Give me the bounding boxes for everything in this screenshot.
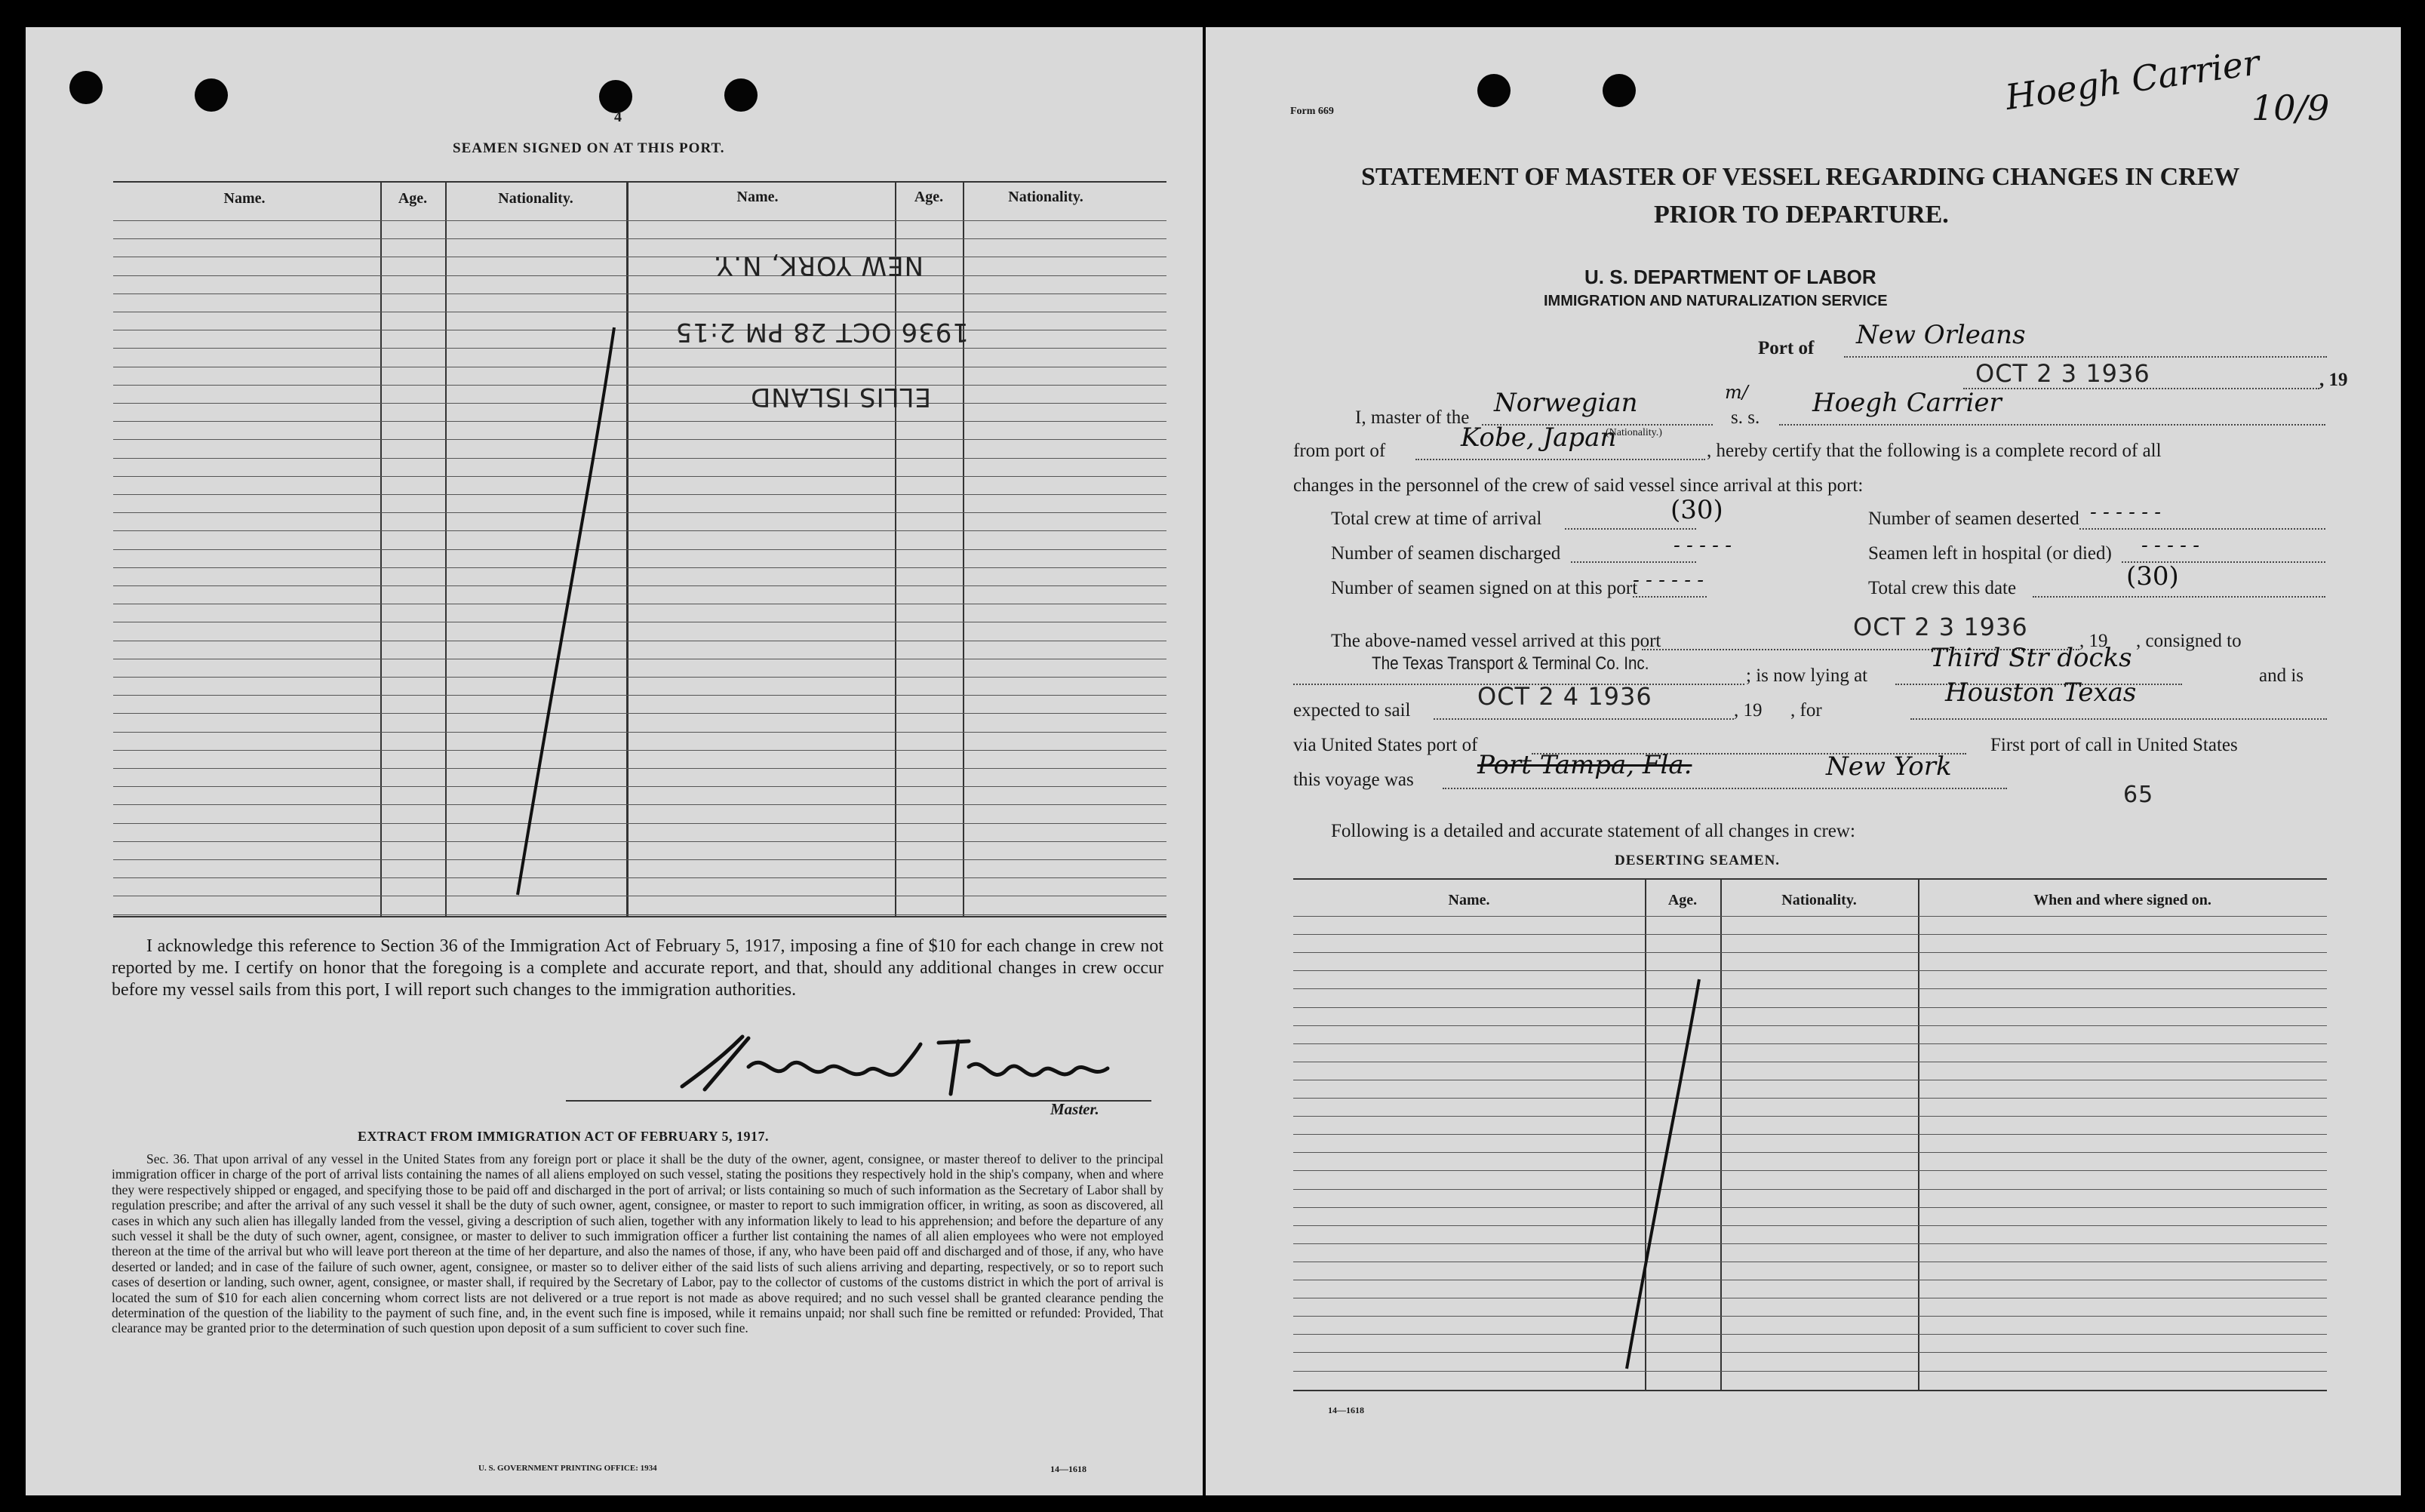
total-crew-arrival-label: Total crew at time of arrival <box>1331 509 1542 529</box>
table-row-rule <box>113 238 1166 239</box>
table-row-rule <box>1293 1043 2327 1044</box>
table-row-rule <box>113 275 1166 276</box>
seamen-discharged-field[interactable] <box>1571 561 1696 563</box>
date-stamp: OCT 2 3 1936 <box>1975 359 2150 388</box>
total-crew-date-field[interactable] <box>2033 596 2325 598</box>
right-page <box>1206 27 2401 1495</box>
table-row-rule <box>113 348 1166 349</box>
column-header-age: Age. <box>398 190 428 207</box>
ellis-island-stamp <box>659 246 976 412</box>
table-row-rule <box>1293 1170 2327 1171</box>
sail-date-field[interactable] <box>1434 718 1734 720</box>
seamen-deserted-label: Number of seamen deserted <box>1868 509 2079 529</box>
for-text: , 19 , for <box>1734 700 1822 721</box>
table-row-rule <box>113 768 1166 769</box>
column-header-nationality: Nationality. <box>498 190 573 207</box>
voyage-struck-value: Port Tampa, Fla. <box>1477 750 1692 780</box>
table-row-rule <box>113 677 1166 678</box>
deserting-title: DESERTING SEAMEN. <box>1615 853 1781 868</box>
column-header-nationality: Nationality. <box>1008 189 1083 205</box>
table-row-rule <box>1293 1098 2327 1099</box>
table-row-rule <box>113 786 1166 787</box>
table-row-rule <box>113 695 1166 696</box>
table-row-rule <box>1293 934 2327 935</box>
table-row-rule <box>1293 916 2327 917</box>
document-title-line-2: PRIOR TO DEPARTURE. <box>1654 201 1949 229</box>
table-row-rule <box>1293 1225 2327 1226</box>
port-label: Port of <box>1758 338 1815 358</box>
form-code: 14—1618 <box>1050 1464 1086 1474</box>
seamen-deserted-value: - - - - - - <box>2090 501 2162 524</box>
table-row-rule <box>113 732 1166 733</box>
table-row-rule <box>113 476 1166 477</box>
column-header-age: Age. <box>914 189 944 205</box>
cancel-stroke <box>478 314 629 917</box>
seamen-signed-value: - - - - - - <box>1633 569 1704 592</box>
table-row-rule <box>113 421 1166 422</box>
table-row-rule <box>113 859 1166 860</box>
table-row-rule <box>113 458 1166 459</box>
document-title-line-1: STATEMENT OF MASTER OF VESSEL REGARDING CHANGES IN CREW <box>1361 163 2240 191</box>
punch-hole <box>69 71 103 104</box>
signature-image <box>652 1022 1135 1112</box>
seamen-hospital-label: Seamen left in hospital (or died) <box>1868 543 2112 564</box>
arrived-text: The above-named vessel arrived at this port <box>1331 631 1661 651</box>
corner-handwriting: Hoegh Carrier <box>2002 41 2262 118</box>
total-crew-arrival-field[interactable] <box>1565 528 1696 530</box>
changes-text: changes in the personnel of the crew of said vessel since arrival at this port: <box>1293 475 1864 496</box>
stamp-line-1: ELLIS ISLAND <box>750 382 931 412</box>
nationality-value: Norwegian <box>1494 388 1638 418</box>
certify-text: , hereby certify that the following is a complete record of all <box>1707 441 2162 461</box>
table-row-rule <box>113 494 1166 495</box>
section-title: SEAMEN SIGNED ON AT THIS PORT. <box>453 140 725 156</box>
ms-mark: m/ <box>1725 382 1748 403</box>
acknowledgement-text: I acknowledge this reference to Section 36 of the Immigration Act of February 5, 1917, imposing a fine of $10 for each change in crew not reported by me. I certify on honor that the foregoing is a complete and accurate report, and that, should any additional changes in crew occur before my vessel sails from this port, I will report such changes to the immigration authorities. <box>112 936 1163 1000</box>
table-row-rule <box>113 841 1166 842</box>
vessel-name: Hoegh Carrier <box>1812 388 2002 418</box>
first-port-text: First port of call in United States <box>1990 735 2238 755</box>
table-row-rule <box>1293 1316 2327 1317</box>
extract-text: Sec. 36. That upon arrival of any vessel in the United States from any foreign port or place it shall be the duty of the owner, agent, consignee, or master thereof to deliver to the principal immigration officer in charge of the port of arrival lists containing the names of all aliens employed on such vessel, stating the positions they respectively hold in the ship's company, when and where they were respectively shipped or engaged, and specifying those to be paid off and discharged in the port of arrival; or lists containing so much of such information as the Secretary of Labor shall by regulation prescribe; and after the arrival of any such vessel it shall be the duty of such owner, agent, consignee, or master to report to such immigration officer, in writing, as soon as discovered, all cases in which any such alien has illegally landed from the vessel, giving a description of such alien, together with any information likely to lead to his apprehension; and before the departure of any such vessel it shall be the duty of such owner, agent, consignee, or master to deliver to such immigration officer a further list containing the names of all alien employees who were not employed thereon at the time of the arrival but who will leave port thereon at the time of her departure, and also the names of those, if any, who have been paid off and discharged and of those, if any, who have deserted or landed; and in case of the failure of such owner, agent, consignee, or master so to deliver either of the said lists of such aliens arriving and departing, respectively, or so to report such cases of desertion or landing, such owner, agent, consignee, or master shall, if required by the Secretary of Labor, pay to the collector of customs of the customs district in which the port of arrival is located the sum of $10 for each alien concerning whom correct lists are not delivered or a true report is not made as above required; and no such vessel shall be granted clearance pending the determination of the question of the liability to the payment of such fine, and, in the event such fine is imposed, while it remains unpaid; nor shall such fine be remitted or refunded: Provided, That clearance may be granted prior to the determination of such question upon deposit of a sum sufficient to cover such fine. <box>112 1151 1163 1336</box>
table-row-rule <box>1293 1116 2327 1117</box>
table-row-rule <box>113 385 1166 386</box>
table-row-rule <box>113 914 1166 915</box>
and-is-text: and is <box>2259 665 2304 686</box>
sail-date: OCT 2 4 1936 <box>1477 682 1652 711</box>
destination-field[interactable] <box>1910 718 2327 720</box>
service-name: IMMIGRATION AND NATURALIZATION SERVICE <box>1544 293 1888 309</box>
lying-value: Third Str docks <box>1930 643 2132 673</box>
printing-office: U. S. GOVERNMENT PRINTING OFFICE: 1934 <box>478 1464 657 1473</box>
seamen-deserted-field[interactable] <box>2079 528 2325 530</box>
form-code: 14—1618 <box>1328 1405 1364 1415</box>
table-row-rule <box>1293 970 2327 971</box>
table-row-rule <box>1293 1243 2327 1244</box>
consignee-value: The Texas Transport & Terminal Co. Inc. <box>1372 653 1649 674</box>
punch-hole <box>195 78 228 112</box>
table-row-rule <box>113 713 1166 714</box>
total-crew-date-label: Total crew this date <box>1868 578 2017 598</box>
destination-value: Houston Texas <box>1945 678 2137 708</box>
voyage-code: 65 <box>2123 782 2154 808</box>
from-port-value: Kobe, Japan <box>1461 423 1617 453</box>
table-row-rule <box>113 439 1166 440</box>
port-value: New Orleans <box>1856 320 2026 350</box>
table-row-rule <box>113 567 1166 568</box>
table-row-rule <box>113 530 1166 531</box>
expected-text: expected to sail <box>1293 700 1411 721</box>
year-prefix: , 19 <box>2319 370 2348 390</box>
seamen-hospital-value: - - - - - <box>2141 534 2199 557</box>
seamen-discharged-value: - - - - - <box>1674 534 1732 557</box>
arrived-date: OCT 2 3 1936 <box>1853 613 2028 641</box>
table-row-rule <box>113 293 1166 294</box>
voyage-field[interactable] <box>1443 788 2007 789</box>
table-row-rule <box>1293 1189 2327 1190</box>
from-port-field[interactable] <box>1415 459 1705 460</box>
table-row-rule <box>113 549 1166 550</box>
column-header-name: Name. <box>223 190 266 207</box>
table-row-rule <box>113 585 1166 586</box>
department-name: U. S. DEPARTMENT OF LABOR <box>1584 266 1876 288</box>
following-text: Following is a detailed and accurate statement of all changes in crew: <box>1331 821 1855 841</box>
master-of-the-label: I, master of the <box>1355 407 1470 428</box>
table-row-rule <box>113 220 1166 221</box>
via-text: via United States port of <box>1293 735 1478 755</box>
column-header-name: Name. <box>1448 892 1490 908</box>
table-row-rule <box>1293 952 2327 953</box>
column-header-when-where: When and where signed on. <box>2033 892 2211 908</box>
voyage-value: New York <box>1826 751 1952 782</box>
cancel-stroke <box>1583 963 1719 1385</box>
table-row-rule <box>1293 1352 2327 1353</box>
ss-label: s. s. <box>1731 407 1760 428</box>
column-header-nationality: Nationality. <box>1781 892 1857 908</box>
vessel-field[interactable] <box>1779 424 2325 426</box>
column-header-name: Name. <box>736 189 779 205</box>
table-row-rule <box>1293 1025 2327 1026</box>
extract-title: EXTRACT FROM IMMIGRATION ACT OF FEBRUARY 5, 1917. <box>358 1129 770 1144</box>
table-row-rule <box>113 512 1166 513</box>
consigned-text: , 19 , consigned to <box>2079 631 2242 651</box>
seamen-signed-field[interactable] <box>1633 596 1707 598</box>
table-row-rule <box>1293 1207 2327 1208</box>
from-port-label: from port of <box>1293 441 1386 461</box>
table-row-rule <box>113 804 1166 805</box>
punch-hole <box>1477 74 1511 107</box>
punch-hole <box>724 78 758 112</box>
table-row-rule <box>113 823 1166 824</box>
table-row-rule <box>113 403 1166 404</box>
left-page <box>26 27 1203 1495</box>
form-number: Form 669 <box>1290 106 1334 117</box>
total-crew-arrival-value: (30) <box>1670 495 1723 525</box>
total-crew-date-value: (30) <box>2126 561 2179 592</box>
nationality-caption: (Nationality.) <box>1606 427 1662 438</box>
lying-text: ; is now lying at <box>1746 665 1868 686</box>
seamen-signed-label: Number of seamen signed on at this port <box>1331 578 1638 598</box>
table-row-rule <box>1293 1152 2327 1153</box>
corner-number: 10/9 <box>2251 88 2330 128</box>
table-row-rule <box>1293 1334 2327 1335</box>
table-row-rule <box>113 877 1166 878</box>
table-row-rule <box>1293 1134 2327 1135</box>
port-field[interactable] <box>1844 356 2327 358</box>
stamp-line-3: NEW YORK, N.Y. <box>712 250 924 281</box>
page-number: 4 <box>614 109 622 125</box>
table-row-rule <box>1293 988 2327 989</box>
table-row-rule <box>113 750 1166 751</box>
seamen-discharged-label: Number of seamen discharged <box>1331 543 1561 564</box>
stamp-line-2: 1936 OCT 28 PM 2:15 <box>675 317 969 347</box>
table-row-rule <box>1293 1371 2327 1372</box>
table-row-rule <box>1293 1007 2327 1008</box>
column-header-age: Age. <box>1667 892 1698 908</box>
voyage-text: this voyage was <box>1293 770 1414 790</box>
master-label: Master. <box>1050 1100 1099 1118</box>
punch-hole <box>1603 74 1636 107</box>
